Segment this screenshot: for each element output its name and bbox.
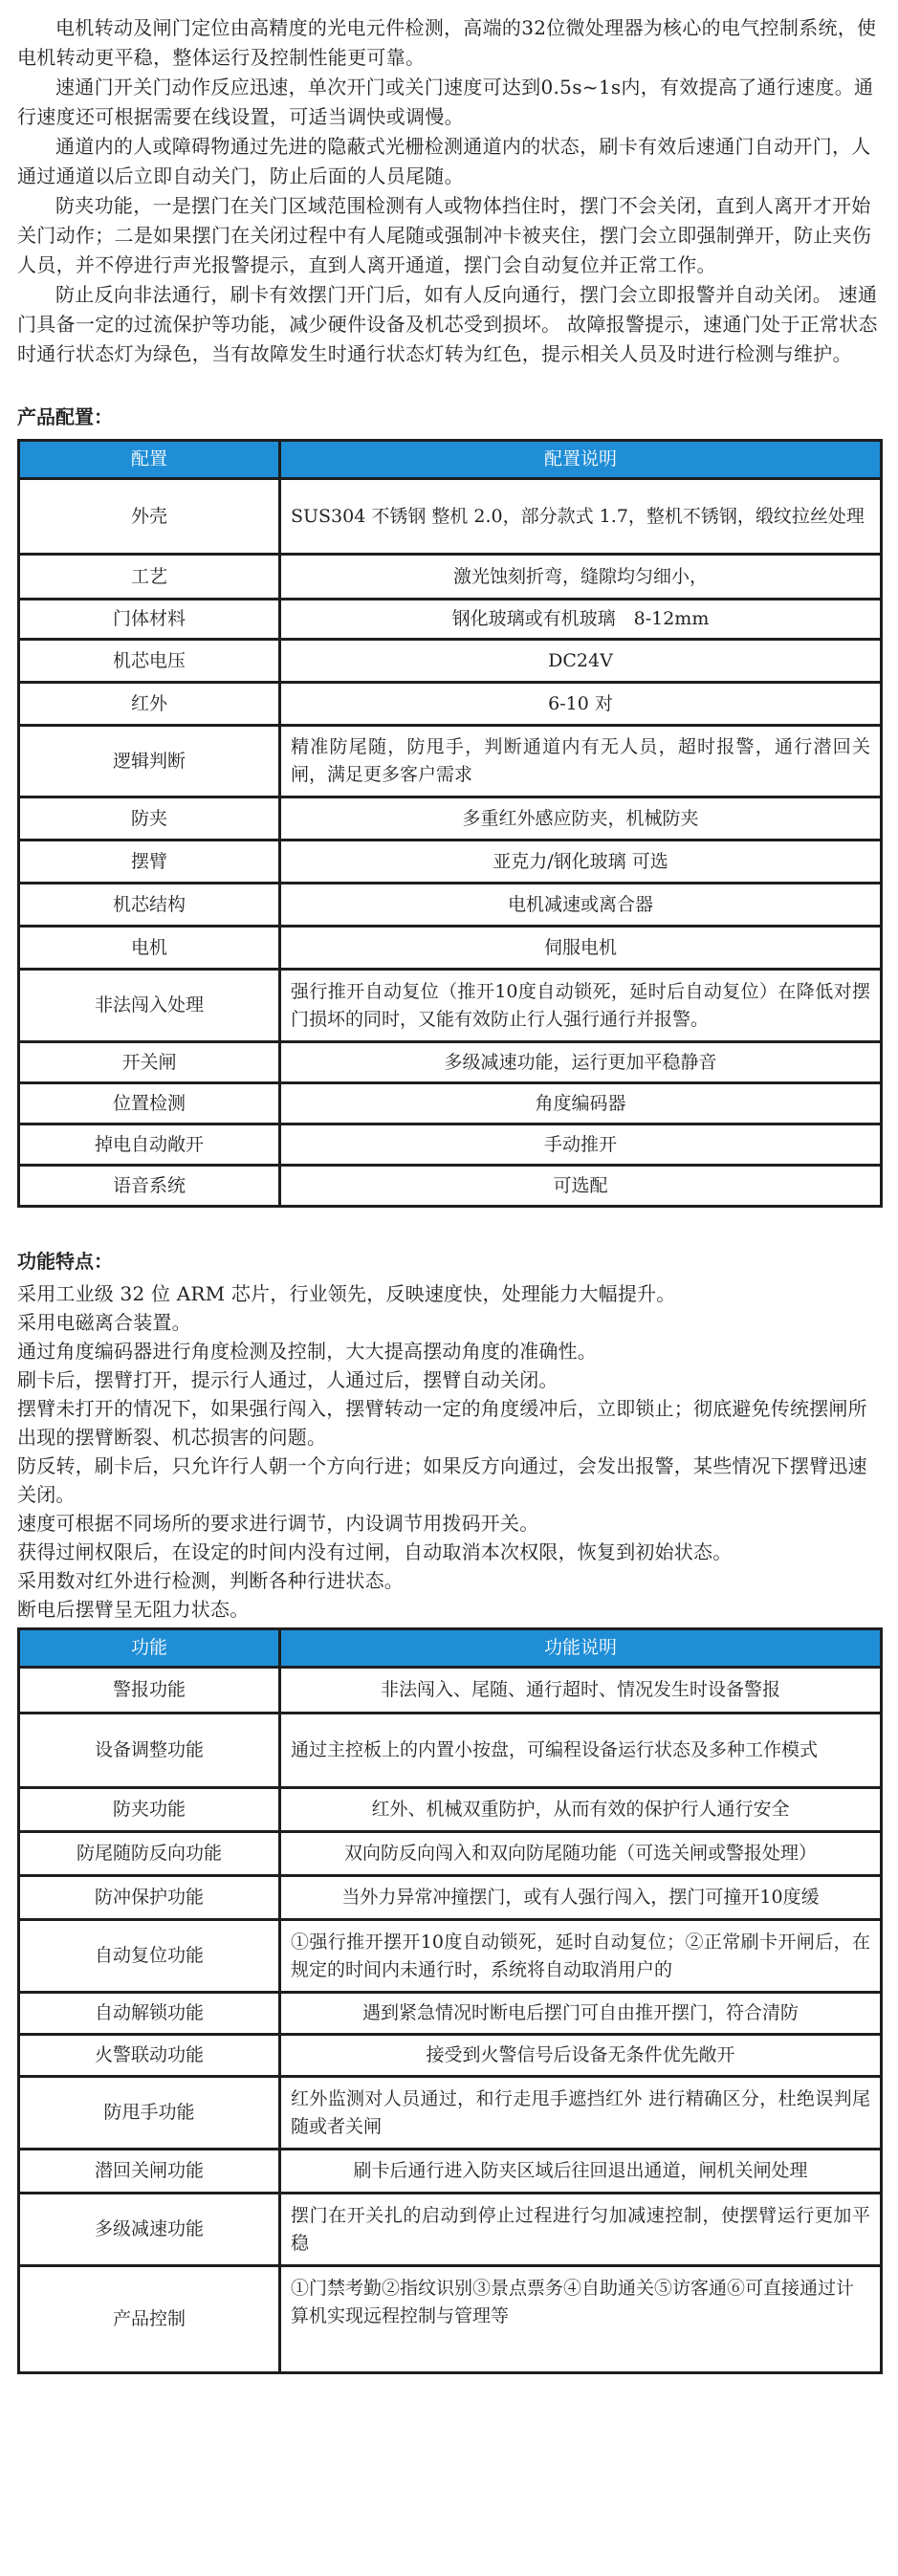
table-row	[19, 797, 882, 840]
config-key: 机芯结构	[19, 884, 280, 927]
config-key: 门体材料	[19, 600, 280, 640]
table-row	[19, 840, 882, 884]
features-heading: 功能特点：	[17, 1250, 113, 1273]
config-heading: 产品配置：	[17, 405, 113, 428]
intro-paragraph: 防夹功能，一是摆门在关门区域范围检测有人或物体挡住时，摆门不会关闭，直到人离开才开始关门动作；二是如果摆门在关闭过程中有人尾随或强制冲卡被夹住，摆门会立即强制弹开，防止夹伤人员，并不停进行声光报警提示，直到人离开通道，摆门会自动复位并正常工作。	[17, 194, 872, 276]
table-row	[19, 2077, 882, 2150]
intro-paragraph: 电机转动及闸门定位由高精度的光电元件检测，高端的32位微处理器为核心的电气控制系统，使电机转动更平稳，整体运行及控制性能更可靠。	[17, 16, 877, 69]
table-row	[19, 640, 882, 683]
feature-line: 采用数对红外进行检测，判断各种行进状态。	[17, 1569, 404, 1592]
config-key: 开关闸	[19, 1042, 280, 1083]
table-header-row	[19, 441, 882, 479]
config-value: 角度编码器	[280, 1083, 882, 1124]
config-key: 防夹	[19, 797, 280, 840]
config-value: 电机减速或离合器	[280, 884, 882, 927]
feature-line: 通过角度编码器进行角度检测及控制，大大提高摆动角度的准确性。	[17, 1340, 597, 1363]
table-row	[19, 2150, 882, 2194]
function-key: 自动解锁功能	[19, 1993, 280, 2035]
functions-table	[17, 1627, 883, 2374]
config-value: 激光蚀刻折弯，缝隙均匀细小，	[280, 555, 882, 600]
table-row	[19, 927, 882, 970]
function-value: ①门禁考勤②指纹识别③景点票务④自助通关⑤访客通⑥可直接通过计算机实现远程控制与管理等	[280, 2266, 882, 2373]
intro-paragraph: 防止反向非法通行，刷卡有效摆门开门后，如有人反向通行，摆门会立即报警并自动关闭。 速通门具备一定的过流保护等功能，减少硬件设备及机芯受到损坏。 故障报警提示，速通门处于正常状态时通行状态灯为绿色，当有故障发生时通行状态灯转为红色，提示相关人员及时进行检测与维护。	[17, 283, 878, 365]
function-key: 防甩手功能	[19, 2077, 280, 2150]
table-row	[19, 479, 882, 555]
table-row	[19, 2266, 882, 2373]
config-key: 摆臂	[19, 840, 280, 884]
feature-line: 断电后摆臂呈无阻力状态。	[17, 1598, 250, 1621]
function-key: 防夹功能	[19, 1788, 280, 1832]
table-row	[19, 1876, 882, 1920]
function-value: 非法闯入、尾随、通行超时、情况发生时设备警报	[280, 1668, 882, 1714]
config-key: 电机	[19, 927, 280, 970]
table-row	[19, 884, 882, 927]
function-key: 自动复位功能	[19, 1920, 280, 1993]
config-value: 手动推开	[280, 1124, 882, 1166]
intro-paragraph: 通道内的人或障碍物通过先进的隐蔽式光栅检测通道内的状态，刷卡有效后速通门自动开门，人通过通道以后立即自动关门，防止后面的人员尾随。	[17, 135, 871, 187]
column-header: 配置说明	[280, 441, 882, 479]
function-key: 火警联动功能	[19, 2035, 280, 2077]
function-value: 摆门在开关扎的启动到停止过程进行匀加减速控制，使摆臂运行更加平稳	[280, 2194, 882, 2266]
table-row	[19, 1920, 882, 1993]
table-row	[19, 1668, 882, 1714]
table-row	[19, 1993, 882, 2035]
config-value: 6-10 对	[280, 683, 882, 726]
config-value: 钢化玻璃或有机玻璃 8-12mm	[280, 600, 882, 640]
config-key: 语音系统	[19, 1166, 280, 1207]
function-value: 当外力异常冲撞摆门，或有人强行闯入，摆门可撞开10度缓	[280, 1876, 882, 1920]
intro-paragraph: 速通门开关门动作反应迅速，单次开门或关门速度可达到0.5s~1s内，有效提高了通行速度。通行速度还可根据需要在线设置，可适当调快或调慢。	[17, 76, 874, 128]
function-key: 防尾随防反向功能	[19, 1832, 280, 1876]
config-value: 可选配	[280, 1166, 882, 1207]
function-value: 接受到火警信号后设备无条件优先敞开	[280, 2035, 882, 2077]
config-key: 非法闯入处理	[19, 970, 280, 1042]
config-value: 精准防尾随，防甩手，判断通道内有无人员，超时报警，通行潜回关闸，满足更多客户需求	[280, 726, 882, 797]
feature-line: 速度可根据不同场所的要求进行调节，内设调节用拨码开关。	[17, 1512, 539, 1535]
feature-line: 摆臂未打开的情况下，如果强行闯入，摆臂转动一定的角度缓冲后，立即锁止；彻底避免传统摆闸所出现的摆臂断裂、机芯损害的问题。	[17, 1397, 867, 1449]
table-row	[19, 1083, 882, 1124]
config-value: 强行推开自动复位（推开10度自动锁死，延时后自动复位）在降低对摆门损坏的同时，又能有效防止行人强行通行并报警。	[280, 970, 882, 1042]
table-row	[19, 1714, 882, 1788]
feature-line: 采用工业级 32 位 ARM 芯片，行业领先，反映速度快，处理能力大幅提升。	[17, 1282, 676, 1305]
config-table	[17, 439, 883, 1208]
config-key: 机芯电压	[19, 640, 280, 683]
feature-line: 防反转，刷卡后，只允许行人朝一个方向行进；如果反方向通过，会发出报警，某些情况下摆臂迅速关闭。	[17, 1454, 867, 1506]
config-key: 逻辑判断	[19, 726, 280, 797]
table-row	[19, 970, 882, 1042]
config-value: SUS304 不锈钢 整机 2.0，部分款式 1.7，整机不锈钢，缎纹拉丝处理	[280, 479, 882, 555]
function-value: 刷卡后通行进入防夹区域后往回退出通道，闸机关闸处理	[280, 2150, 882, 2194]
config-key: 掉电自动敞开	[19, 1124, 280, 1166]
function-value: ①强行推开摆开10度自动锁死，延时自动复位；②正常刷卡开闸后，在规定的时间内未通行时，系统将自动取消用户的	[280, 1920, 882, 1993]
function-key: 防冲保护功能	[19, 1876, 280, 1920]
column-header: 功能说明	[280, 1629, 882, 1668]
column-header: 功能	[19, 1629, 280, 1668]
config-value: 多重红外感应防夹，机械防夹	[280, 797, 882, 840]
table-row	[19, 2035, 882, 2077]
table-header-row	[19, 1629, 882, 1668]
config-key: 位置检测	[19, 1083, 280, 1124]
function-key: 产品控制	[19, 2266, 280, 2373]
function-value: 红外监测对人员通过，和行走甩手遮挡红外 进行精确区分，杜绝误判尾随或者关闸	[280, 2077, 882, 2150]
table-row	[19, 1124, 882, 1166]
table-row	[19, 1788, 882, 1832]
function-key: 警报功能	[19, 1668, 280, 1714]
intro-section	[17, 0, 881, 369]
column-header: 配置	[19, 441, 280, 479]
table-row	[19, 726, 882, 797]
function-value: 双向防反向闯入和双向防尾随功能（可选关闸或警报处理）	[280, 1832, 882, 1876]
function-value: 遇到紧急情况时断电后摆门可自由推开摆门，符合清防	[280, 1993, 882, 2035]
feature-line: 刷卡后，摆臂打开，提示行人通过，人通过后，摆臂自动关闭。	[17, 1368, 559, 1391]
table-row	[19, 683, 882, 726]
table-row	[19, 2194, 882, 2266]
feature-line: 获得过闸权限后，在设定的时间内没有过闸，自动取消本次权限，恢复到初始状态。	[17, 1540, 733, 1563]
function-key: 潜回关闸功能	[19, 2150, 280, 2194]
config-key: 工艺	[19, 555, 280, 600]
config-value: 亚克力/钢化玻璃 可选	[280, 840, 882, 884]
features-list	[17, 1279, 881, 1624]
function-key: 多级减速功能	[19, 2194, 280, 2266]
table-row	[19, 1042, 882, 1083]
table-row	[19, 600, 882, 640]
table-row	[19, 1832, 882, 1876]
table-row	[19, 1166, 882, 1207]
function-value: 红外、机械双重防护，从而有效的保护行人通行安全	[280, 1788, 882, 1832]
feature-line: 采用电磁离合装置。	[17, 1311, 191, 1334]
function-key: 设备调整功能	[19, 1714, 280, 1788]
config-key: 外壳	[19, 479, 280, 555]
table-row	[19, 555, 882, 600]
config-value: 伺服电机	[280, 927, 882, 970]
config-value: 多级减速功能，运行更加平稳静音	[280, 1042, 882, 1083]
config-key: 红外	[19, 683, 280, 726]
config-value: DC24V	[280, 640, 882, 683]
function-value: 通过主控板上的内置小按盘，可编程设备运行状态及多种工作模式	[280, 1714, 882, 1788]
